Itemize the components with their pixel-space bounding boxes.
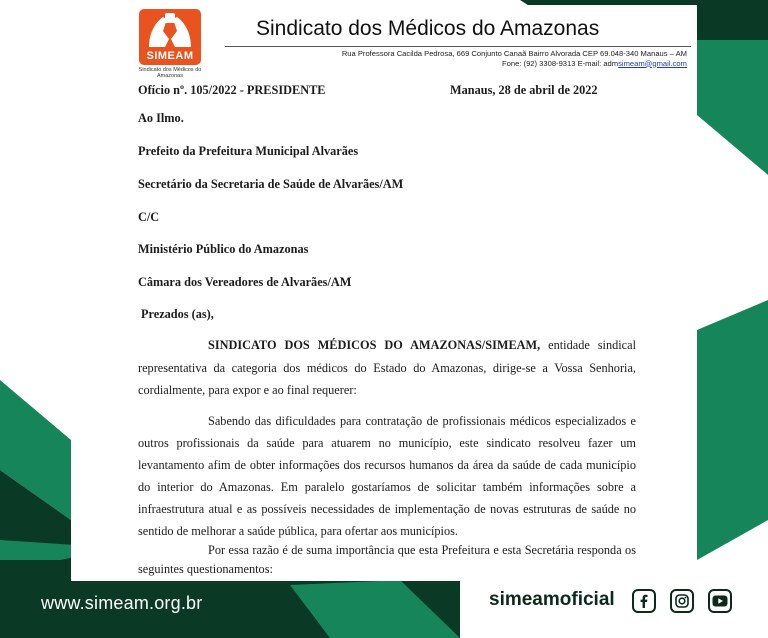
p3-line-1: Por essa razão é de suma importância que esta Prefeitura e esta Secretária responda os — [208, 543, 636, 557]
cc-recipient-1: Ministério Público do Amazonas — [138, 242, 309, 256]
simeam-logo — [139, 9, 201, 65]
instagram-icon[interactable] — [670, 589, 694, 613]
p2-line-5: infraestrutura atual e as possíveis necessidades de implementação de novas estruturas de saúde no — [138, 502, 636, 516]
recipient-2: Secretário da Secretaria de Saúde de Alvarães/AM — [138, 177, 404, 191]
email-link[interactable]: simeam@gmail.com — [618, 58, 687, 68]
greeting: Prezados (as), — [141, 307, 214, 321]
contact-line — [221, 59, 687, 69]
p2-line-4: do interior do Amazonas. Em paralelo gostaríamos de solicitar também informações sobre a — [138, 480, 636, 494]
phone-email-label: Fone: (92) 3308-9313 E-mail: adm — [502, 58, 619, 68]
youtube-icon[interactable] — [708, 589, 732, 613]
office-number: Ofício nº. 105/2022 - PRESIDENTE — [138, 83, 326, 97]
p3-line-2: seguintes questionamentos: — [138, 562, 273, 576]
cc-label: C/C — [138, 210, 160, 224]
p2-line-3: levantamento afim de obter informações dos recursos humanos da área da saúde de cada município — [138, 458, 636, 472]
p1-org-name: SINDICATO DOS MÉDICOS DO AMAZONAS/SIMEAM, — [208, 338, 541, 352]
org-title: Sindicato dos Médicos do Amazonas — [256, 17, 600, 40]
cc-recipient-2: Câmara dos Vereadores de Alvarães/AM — [138, 275, 352, 289]
header-divider — [225, 46, 691, 47]
p2-line-2: outros profissionais da saúde para atuarem no município, este sindicato resolveu fazer um — [138, 436, 636, 450]
letter-page — [71, 5, 697, 581]
p1-line-1-rest: entidade sindical — [540, 338, 636, 352]
p1-line-2: representativa da categoria dos médicos do Estado do Amazonas, dirige-se a Vossa Senhoria, — [138, 361, 636, 375]
logo-caption: Sindicato dos Médicos do Amazonas — [138, 67, 202, 79]
social-handle[interactable]: simeamoficial — [489, 589, 615, 610]
website-link[interactable]: www.simeam.org.br — [41, 593, 203, 613]
place-date: Manaus, 28 de abril de 2022 — [450, 83, 598, 97]
address-line: Rua Professora Cacilda Pedrosa, 669 Conjunto Canaã Bairro Alvorada CEP 69.048-340 Manaus – AM — [341, 49, 687, 58]
p1-line-3: cordialmente, para expor e ao final requerer: — [138, 383, 357, 397]
p2-line-6: sentido de melhorar a saúde pública, para ofertar aos municípios. — [138, 524, 458, 538]
salutation: Ao Ilmo. — [138, 111, 184, 125]
logo-wordmark: SIMEAM — [146, 50, 194, 62]
address-block — [221, 49, 687, 68]
p2-line-1: Sabendo das dificuldades para contratação de profissionais médicos especializados e — [208, 414, 636, 428]
p1-line-1 — [208, 338, 636, 353]
facebook-icon[interactable] — [632, 589, 656, 613]
recipient-1: Prefeito da Prefeitura Municipal Alvarães — [138, 144, 359, 158]
